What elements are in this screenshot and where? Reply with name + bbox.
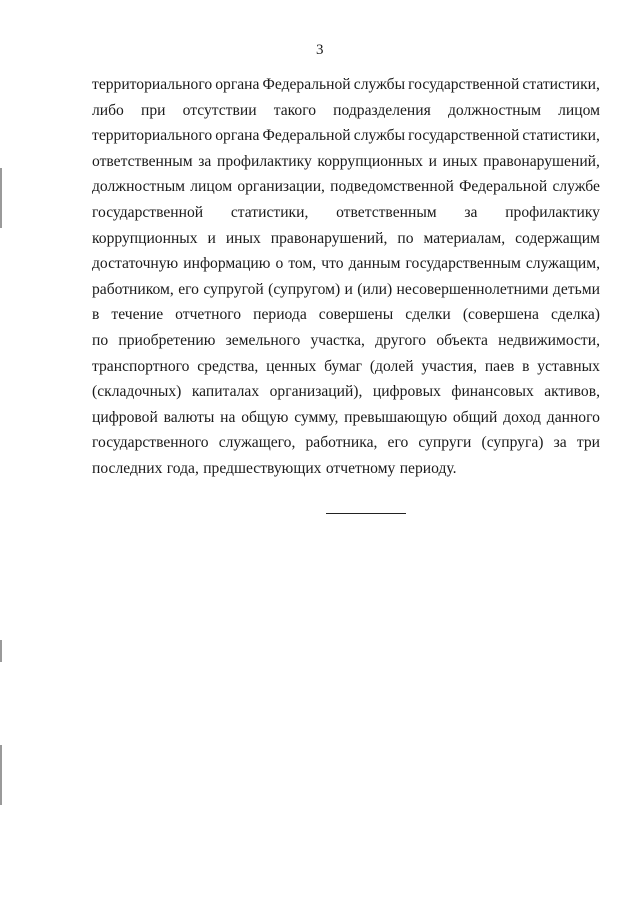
document-body xyxy=(92,72,600,482)
word: супруги xyxy=(418,434,472,452)
word: Федеральной xyxy=(262,127,351,145)
word: статистики, xyxy=(522,76,600,93)
text-line xyxy=(92,174,600,200)
word: совершены xyxy=(318,306,394,324)
word: за xyxy=(464,203,478,221)
word: предшествующих xyxy=(203,459,322,477)
word: детьми xyxy=(552,280,600,298)
word: территориального xyxy=(92,76,213,93)
text-line xyxy=(92,328,600,354)
word: службы xyxy=(353,76,406,93)
word: профилактику xyxy=(216,152,312,170)
word: бумаг xyxy=(324,357,363,375)
text-line xyxy=(92,302,600,328)
word: лицом xyxy=(558,101,600,119)
word: том, xyxy=(288,255,317,273)
word: государственным xyxy=(405,255,521,273)
word: ценных xyxy=(266,357,317,375)
word: в xyxy=(522,357,530,375)
word: приобретению xyxy=(118,331,216,349)
word: года, xyxy=(166,459,199,477)
word: валюты xyxy=(163,408,215,426)
word: цифровых xyxy=(372,383,441,401)
word: супругой xyxy=(203,280,264,298)
word: данного xyxy=(546,408,600,426)
word: последних xyxy=(92,459,163,477)
word: (долей xyxy=(369,357,414,375)
word: (или) xyxy=(357,280,393,298)
word: по xyxy=(92,331,109,349)
word: за xyxy=(553,434,567,452)
word: что xyxy=(321,255,344,273)
word: его xyxy=(178,280,199,298)
word: иных xyxy=(225,229,261,247)
word: ответственным xyxy=(92,152,193,170)
word: должностным xyxy=(92,178,186,196)
scan-edge-mark xyxy=(0,640,2,662)
word: службе xyxy=(552,178,600,196)
word: финансовых xyxy=(451,383,534,401)
word: транспортного xyxy=(92,357,190,375)
word: в xyxy=(92,306,100,324)
word: данным xyxy=(348,255,401,273)
word: коррупционных xyxy=(92,229,198,247)
word: участия, xyxy=(421,357,478,375)
word: сделка) xyxy=(550,306,600,324)
end-divider xyxy=(326,513,406,514)
word: служащего, xyxy=(218,434,296,452)
word: службы xyxy=(353,127,406,145)
word: содержащим xyxy=(515,229,600,247)
word: территориального xyxy=(92,127,213,145)
word: государственного xyxy=(92,434,209,452)
text-line xyxy=(92,277,600,303)
text-line xyxy=(92,379,600,405)
word: (супругом) xyxy=(268,280,341,298)
word: информацию xyxy=(183,255,271,273)
word: доход xyxy=(503,408,541,426)
word: паев xyxy=(484,357,515,375)
word: при xyxy=(141,101,166,119)
word: другого xyxy=(375,331,427,349)
word: его xyxy=(387,434,409,452)
word: превышающую xyxy=(344,408,448,426)
text-line xyxy=(92,405,600,431)
word: по xyxy=(397,229,414,247)
word: достаточную xyxy=(92,255,179,273)
text-line xyxy=(92,98,600,124)
scan-edge-mark xyxy=(0,168,2,228)
word: за xyxy=(198,152,212,170)
page-number: 3 xyxy=(316,42,324,58)
word: отчетного xyxy=(175,306,242,324)
word: капиталах xyxy=(191,383,260,401)
word: материалам, xyxy=(423,229,506,247)
word: статистики, xyxy=(522,127,600,145)
word: органа xyxy=(215,127,260,145)
scan-edge-mark xyxy=(0,745,2,805)
word: отсутствии xyxy=(182,101,257,119)
word: лицом xyxy=(190,178,233,196)
word: ответственным xyxy=(336,203,437,221)
word: сделки xyxy=(405,306,451,324)
word: работника, xyxy=(305,434,378,452)
word: сумму, xyxy=(294,408,339,426)
word: подведомственной xyxy=(330,178,454,196)
word: недвижимости, xyxy=(498,331,600,349)
word: цифровой xyxy=(92,408,158,426)
word: подразделения xyxy=(333,101,431,119)
word: работником, xyxy=(92,280,174,298)
word: организаций), xyxy=(269,383,363,401)
word: профилактику xyxy=(505,203,600,221)
word: коррупционных xyxy=(317,152,423,170)
text-line xyxy=(92,251,600,277)
word: течение xyxy=(111,306,164,324)
word: участка, xyxy=(310,331,365,349)
word: такого xyxy=(273,101,316,119)
word: Федеральной xyxy=(262,76,351,93)
word: на xyxy=(220,408,236,426)
word: общий xyxy=(452,408,498,426)
word: Федеральной xyxy=(459,178,548,196)
word: земельного xyxy=(225,331,301,349)
text-line xyxy=(92,200,600,226)
word: (совершена xyxy=(462,306,539,324)
word: должностным xyxy=(447,101,541,119)
word: либо xyxy=(92,101,124,119)
word: статистики, xyxy=(230,203,309,221)
word: (складочных) xyxy=(92,383,182,401)
word: и xyxy=(344,280,353,298)
word: и xyxy=(428,152,437,170)
word: объекта xyxy=(436,331,488,349)
text-line xyxy=(92,226,600,252)
word: служащим, xyxy=(525,255,600,273)
word: периода xyxy=(253,306,307,324)
word: иных xyxy=(442,152,478,170)
word: органа xyxy=(215,76,260,93)
word: государственной xyxy=(408,76,520,93)
word: о xyxy=(275,255,284,273)
text-line xyxy=(92,123,600,149)
text-line xyxy=(92,354,600,380)
word: государственной xyxy=(408,127,520,145)
word: правонарушений, xyxy=(270,229,388,247)
text-line xyxy=(92,456,600,482)
word: и xyxy=(207,229,216,247)
text-line xyxy=(92,72,600,98)
word: несовершеннолетними xyxy=(396,280,549,298)
word: организации, xyxy=(237,178,325,196)
word: государственной xyxy=(92,203,204,221)
word: периоду. xyxy=(399,459,457,477)
word: уставных xyxy=(537,357,600,375)
word: средства, xyxy=(197,357,259,375)
word: общую xyxy=(241,408,289,426)
word: три xyxy=(576,434,600,452)
word: (супруга) xyxy=(481,434,544,452)
text-line xyxy=(92,430,600,456)
word: активов, xyxy=(544,383,600,401)
text-line xyxy=(92,149,600,175)
word: правонарушений, xyxy=(483,152,600,170)
word: отчетному xyxy=(325,459,396,477)
